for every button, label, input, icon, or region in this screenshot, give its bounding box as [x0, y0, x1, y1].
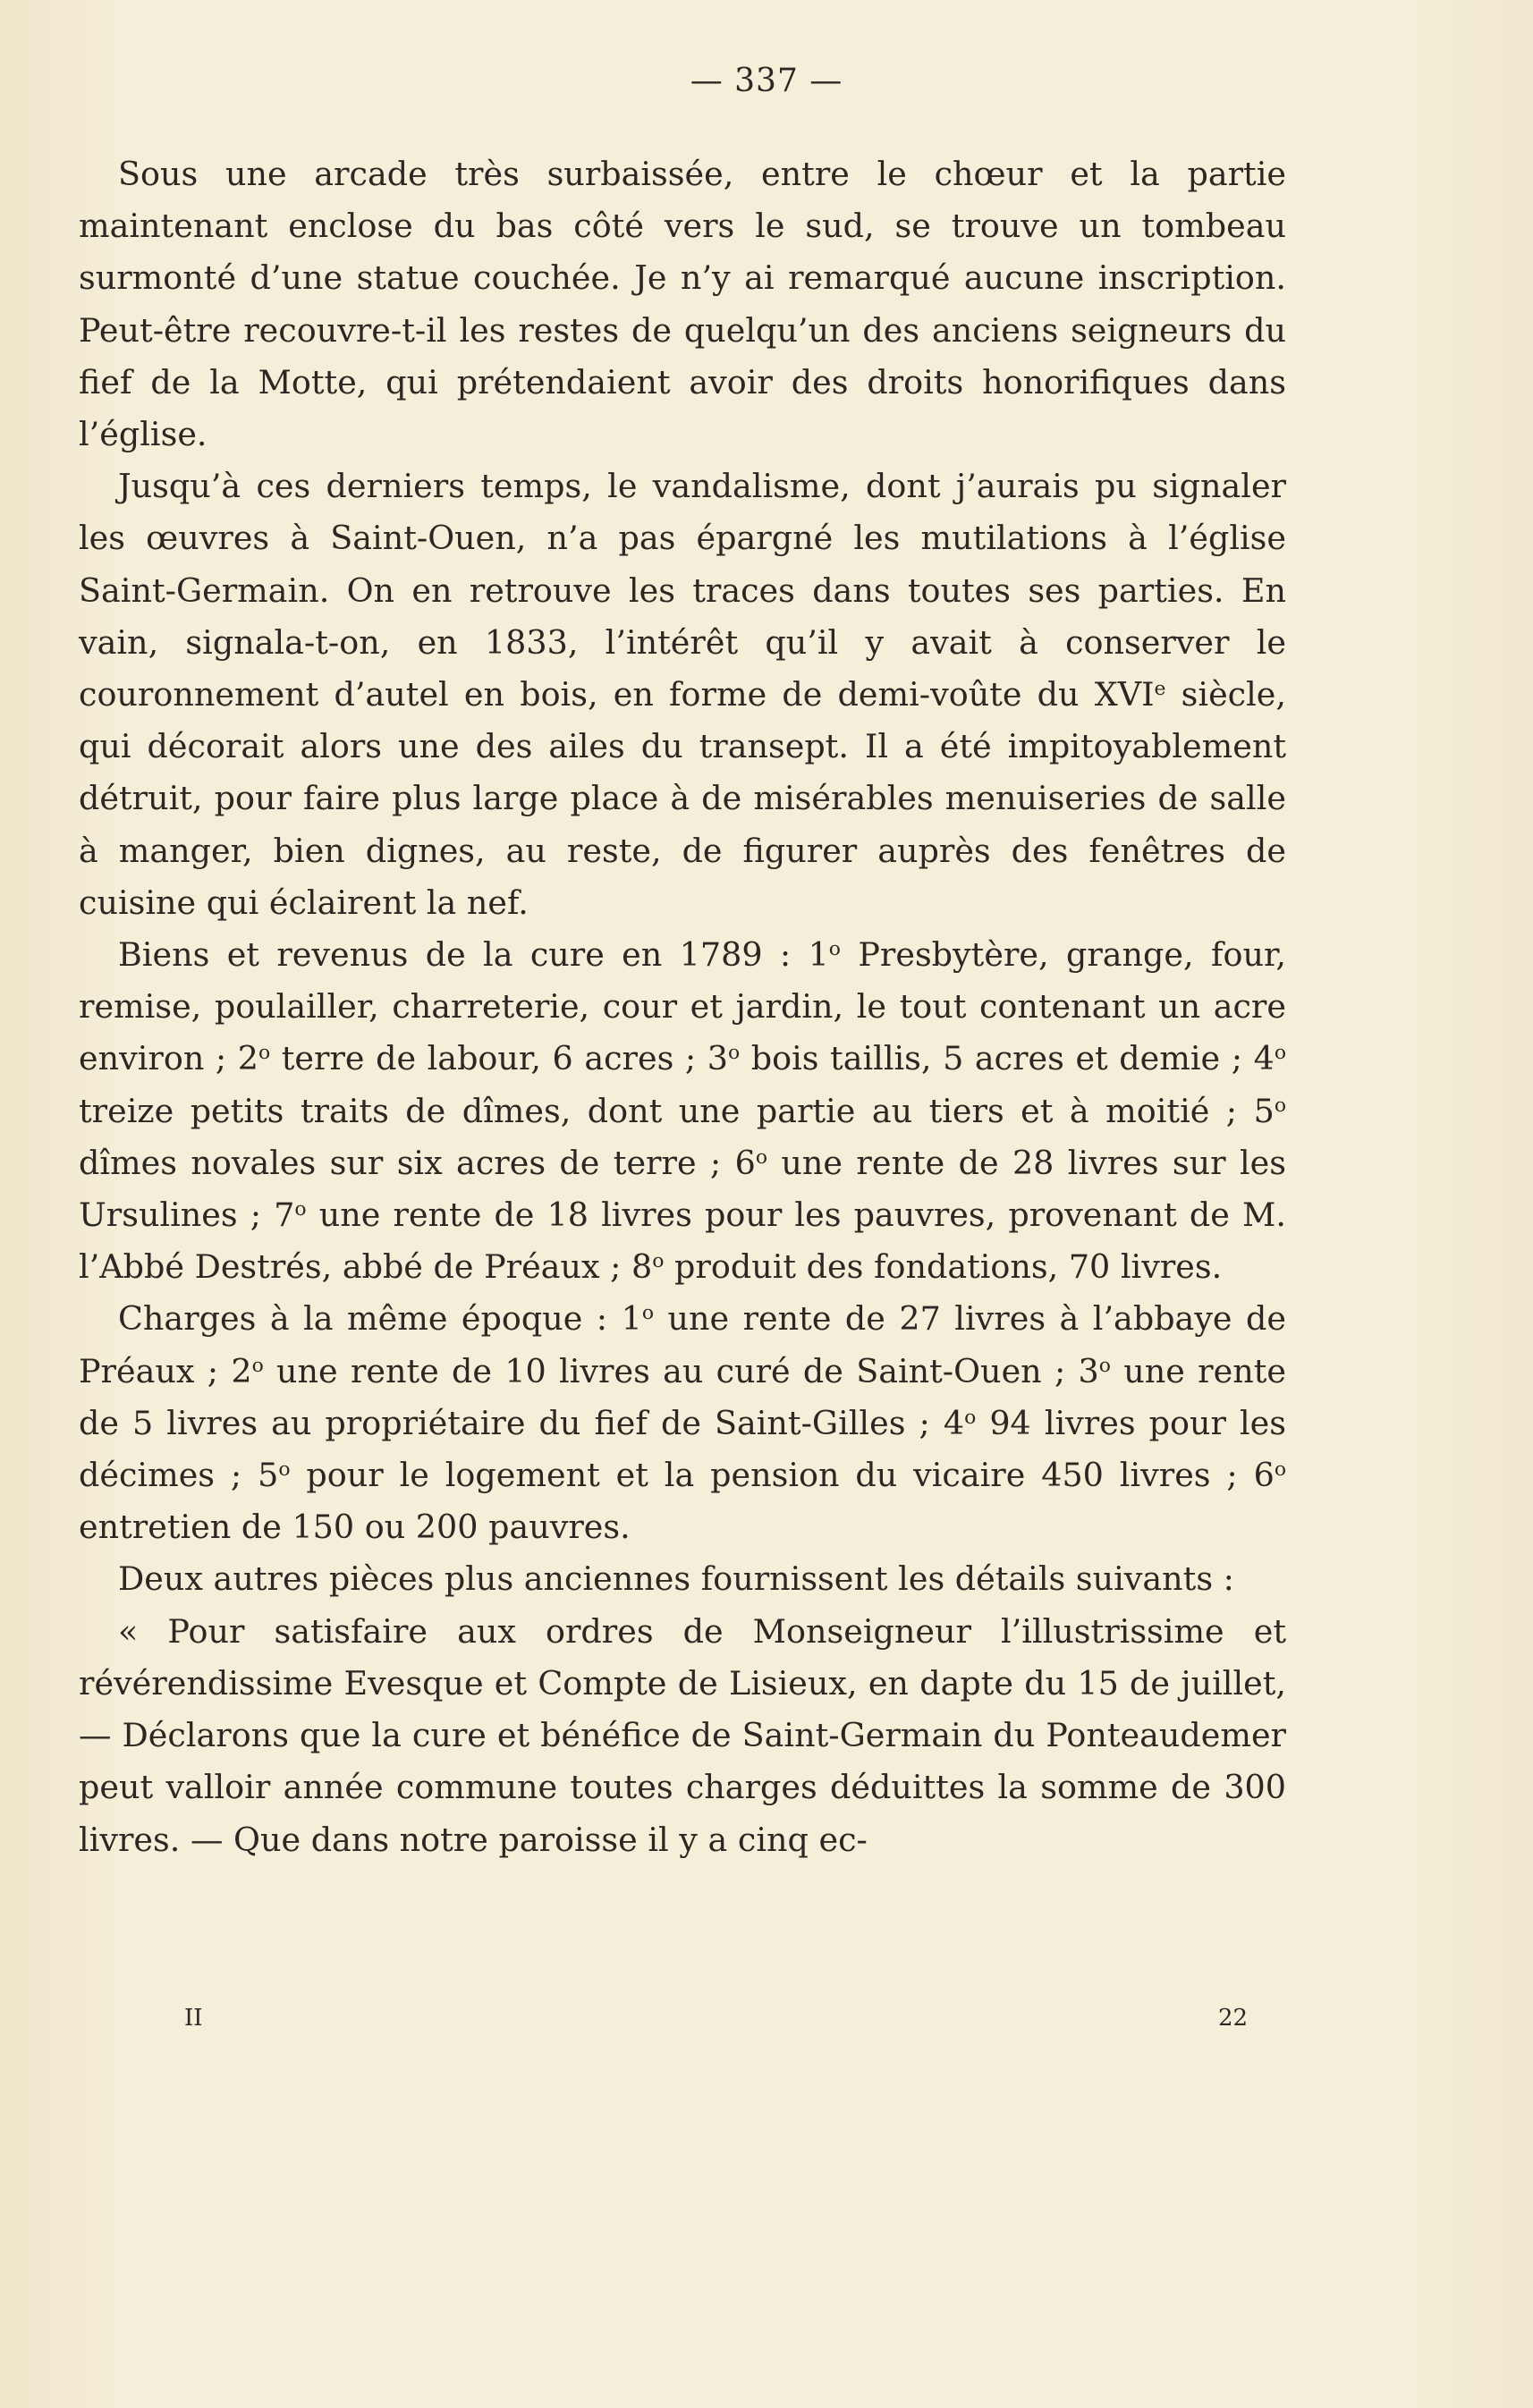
paragraph-text: Biens et revenus de la cure en 1789 : 1	[118, 935, 829, 975]
signature-mark: II	[184, 2005, 203, 2032]
superscript: o	[278, 1458, 291, 1482]
paragraph-text: une rente de 18 livres pour les pauvres, provenant de M. l’Abbé Destrés, abbé de Préaux ; 8	[79, 1196, 1286, 1287]
superscript: o	[258, 1042, 271, 1065]
paragraph-text: Charges à la même époque : 1	[118, 1299, 642, 1339]
superscript: o	[727, 1042, 741, 1065]
superscript: o	[1274, 1094, 1286, 1117]
paragraph-text: treize petits traits de dîmes, dont une partie au tiers et à moitié ; 5	[79, 1091, 1275, 1130]
paragraph-text: produit des fondations, 70 livres.	[664, 1247, 1223, 1287]
paragraph-text: Presbytère, grange, four, remise, poulailler, charreterie, cour et jardin, le tout contenant un acre environ ; 2	[79, 935, 1286, 1078]
paragraph-text: Jusqu’à ces derniers temps, le vandalisme, dont j’aurais pu signaler les œuvres à Saint-Ouen, n’a pas épargné les mutilations à l’église Saint-Germain. On en retrouve les traces dans toutes ses parties. En vain, signala-t-on, en 1833, l’intérêt qu’il y avait à conserver le couronnement d’autel en bois, en forme de demi-voûte du XVI	[79, 467, 1286, 714]
paragraph-text: 94 livres pour les décimes ; 5	[79, 1403, 1286, 1495]
paragraph-text: terre de labour, 6 acres ; 3	[270, 1039, 728, 1078]
superscript: o	[1274, 1042, 1286, 1065]
superscript: o	[964, 1406, 977, 1429]
page-number: — 337 —	[690, 63, 843, 99]
superscript: o	[828, 938, 841, 961]
superscript: o	[652, 1250, 665, 1273]
paragraph-text: une rente de 10 livres au curé de Saint-Ouen ; 3	[263, 1351, 1099, 1390]
superscript: o	[1098, 1354, 1111, 1377]
paragraph-revenues	[79, 929, 1286, 1293]
paragraph-text: « Pour satisfaire aux ordres de Monseigneur l’illustrissime et révérendissime Evesque et Compte de Lisieux, en dapte du 15 de juillet, — Déclarons que la cure et bénéfice de Saint-Germain du Ponteaudemer peut valloir année commune toutes charges déduittes la somme de 300 livres. — Que dans notre paroisse il y a cinq ec-	[79, 1611, 1286, 1859]
paragraph-charges	[79, 1293, 1286, 1553]
superscript: e	[1154, 678, 1166, 700]
paragraph-quotation	[79, 1606, 1286, 1866]
paragraph-text: siècle, qui décorait alors une des ailes du transept. Il a été impitoyablement détruit, pour faire plus large place à de misérables menuiseries de salle à manger, bien dignes, au reste, de figurer auprès des fenêtres de cuisine qui éclairent la nef.	[79, 675, 1286, 922]
paragraph-text: entretien de 150 ou 200 pauvres.	[79, 1508, 631, 1547]
page-footer	[0, 2005, 1533, 2040]
body-text	[79, 148, 1286, 1866]
paragraph-text: bois taillis, 5 acres et demie ; 4	[740, 1039, 1275, 1078]
superscript: o	[294, 1198, 307, 1221]
superscript: o	[755, 1145, 768, 1169]
paragraph-ancient-documents	[79, 1553, 1286, 1605]
paragraph-text: une rente de 27 livres à l’abbaye de Préaux ; 2	[79, 1299, 1286, 1390]
paragraph-text: pour le logement et la pension du vicaire 450 livres ; 6	[290, 1456, 1275, 1495]
paragraph-tomb	[79, 148, 1286, 460]
superscript: o	[251, 1354, 264, 1377]
paragraph-text: Deux autres pièces plus anciennes fournissent les détails suivants :	[118, 1559, 1234, 1599]
paragraph-text: dîmes novales sur six acres de terre ; 6	[79, 1143, 756, 1182]
paragraph-vandalism	[79, 460, 1286, 929]
paragraph-text: une rente de 5 livres au propriétaire du fief de Saint-Gilles ; 4	[79, 1351, 1286, 1442]
sheet-number: 22	[1218, 2005, 1249, 2032]
paragraph-text: une rente de 28 livres sur les Ursulines ; 7	[79, 1143, 1286, 1235]
paragraph-text: Sous une arcade très surbaissée, entre le chœur et la partie maintenant enclose du bas côté vers le sud, se trouve un tombeau surmonté d’une statue couchée. Je n’y ai remarqué aucune inscription. Peut-être recouvre-t-il les restes de quelqu’un des anciens seigneurs du fief de la Motte, qui prétendaient avoir des droits honorifiques dans l’église.	[79, 155, 1286, 454]
superscript: o	[1274, 1458, 1287, 1482]
superscript: o	[641, 1302, 655, 1325]
